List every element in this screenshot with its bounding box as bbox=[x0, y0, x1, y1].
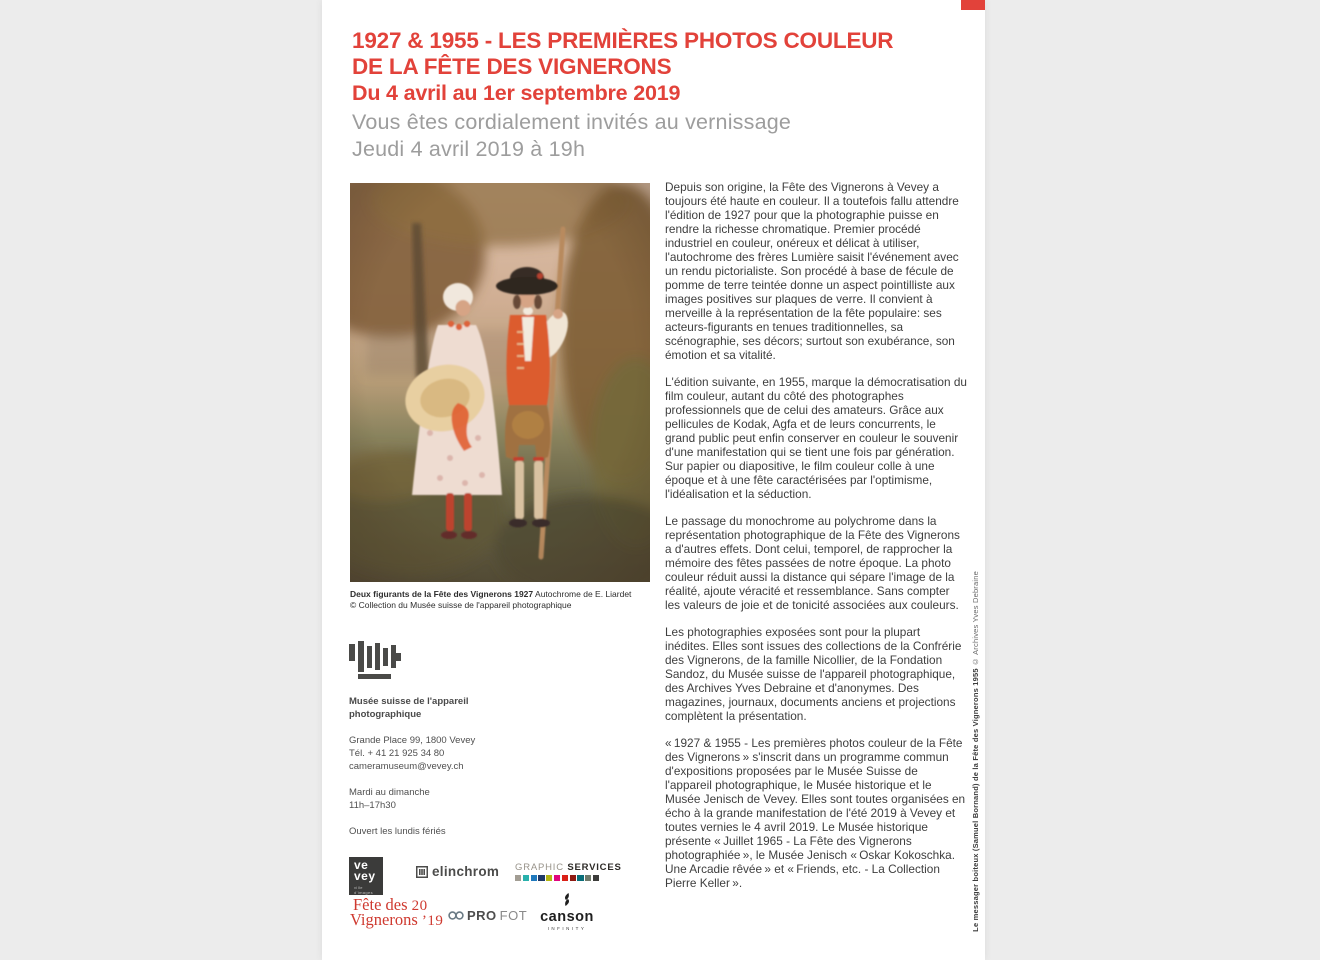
color-swatch bbox=[554, 875, 560, 881]
paragraph-5: « 1927 & 1955 - Les premières photos couleur de la Fête des Vignerons » s'inscrit dans un programme commun d'expositions proposées par le Musée Suisse de l'appareil photographique, le Musée historique et le Musée Jenisch de Vevey. Elles sont toutes organisées en écho à la grande manifestation de l'été 2019 à Vevey et toutes vernies le 4 avril 2019. Le Musée historique présente « Juillet 1965 - La Fête des Vignerons photographiée », le Musée Jenisch « Oskar Kokoschka. Une Arcadie rêvée » et « Friends, etc. - La Collection Pierre Keller ». bbox=[665, 736, 966, 890]
museum-opening-days: Mardi au dimanche bbox=[349, 787, 430, 798]
side-photo-credit bbox=[971, 571, 980, 932]
profot-logo bbox=[448, 908, 527, 923]
date-range: Du 4 avril au 1er septembre 2019 bbox=[352, 81, 681, 105]
graphic-services-logo bbox=[515, 862, 622, 881]
title-line-1: 1927 & 1955 - LES PREMIÈRES PHOTOS COULEUR bbox=[352, 28, 894, 53]
invitation-line-1: Vous êtes cordialement invités au vernissage bbox=[352, 110, 792, 134]
museum-holiday-note-group bbox=[349, 825, 519, 838]
fete-des-vignerons-logo bbox=[350, 895, 444, 929]
autochrome-photo-illustration bbox=[350, 183, 650, 582]
vevey-logo bbox=[349, 857, 383, 895]
paragraph-2: L'édition suivante, en 1955, marque la démocratisation du film couleur, autant du côté des photographes professionnels que de celui des amateurs. Grâce aux pellicules de Kodak, Agfa et de leurs concurrents, le grand public peut enfin conserver en couleur le souvenir d'une manifestation qui se tient une fois par génération. Sur papier ou diapositive, le film couleur colle à une époque et à une fête caractérisées par l'optimisme, l'idéalisation et la séduction. bbox=[665, 375, 967, 501]
paragraph-3: Le passage du monochrome au polychrome dans la représentation photographique de la Fête des Vignerons a d'autres effets. Dont celui, temporel, de rapprocher la mémoire des fêtes passées de notre époque. La photo couleur réduit aussi la distance qui sépare l'image de la réalité, ajoute véracité et ressemblance. Sans compter les valeurs de joie et de tonicité associées aux couleurs. bbox=[665, 514, 960, 612]
vevey-logo-tagline: ville d'images bbox=[354, 885, 374, 895]
vevey-logo-text-bottom: vey bbox=[354, 869, 376, 883]
elinchrom-logo bbox=[416, 864, 499, 879]
side-photo-credit-main: Le messager boiteux (Samuel Bornand) de la Fête des Vignerons 1955 bbox=[971, 666, 980, 932]
canson-logo bbox=[536, 893, 598, 931]
color-swatch bbox=[577, 875, 583, 881]
photo-caption bbox=[350, 589, 655, 611]
fdv-line1: Fête des bbox=[353, 895, 412, 914]
paragraph-1: Depuis son origine, la Fête des Vignerons à Vevey a toujours été haute en couleur. Il a toutefois fallu attendre l'édition de 1927 pour que la photographie puisse en rendre la richesse chromatique. Premier procédé industriel en couleur, onéreux et délicat à utiliser, l'autochrome des frères Lumière saisit l'événement avec un rendu pictorialiste. Son procédé à base de fécule de pomme de terre teintée donne un aspect pointilliste aux images positives sur plaques de verre. Il convient à merveille à la représentation de la fête populaire: ses acteurs-figurants en tenues traditionnelles, sa scénographie, ses décors; surtout son exubérance, son émotion et sa vitalité. bbox=[665, 180, 959, 362]
exhibition-photo bbox=[350, 183, 650, 582]
profot-text-bold: PRO bbox=[467, 908, 497, 923]
museum-info bbox=[349, 641, 519, 838]
poster-page bbox=[322, 0, 985, 960]
side-photo-credit-copyright: © Archives Yves Debraine bbox=[971, 571, 980, 667]
poster-header bbox=[352, 28, 952, 163]
photo-caption-copyright: © Collection du Musée suisse de l'appareil photographique bbox=[350, 600, 572, 610]
museum-email: cameramuseum@vevey.ch bbox=[349, 761, 464, 772]
color-swatch bbox=[523, 875, 529, 881]
color-swatch bbox=[593, 875, 599, 881]
color-swatch bbox=[570, 875, 576, 881]
canson-logo-text: canson bbox=[540, 909, 594, 925]
photo-caption-credit: Autochrome de E. Liardet bbox=[533, 589, 632, 599]
title-line-2: DE LA FÊTE DES VIGNERONS bbox=[352, 54, 672, 79]
museum-holiday-note: Ouvert les lundis fériés bbox=[349, 826, 446, 837]
corner-red-tag bbox=[961, 0, 985, 10]
color-swatch bbox=[531, 875, 537, 881]
profot-rings-icon bbox=[448, 911, 464, 920]
color-swatch bbox=[515, 875, 521, 881]
museum-contact bbox=[349, 734, 519, 773]
elinchrom-logo-text: elinchrom bbox=[432, 864, 500, 879]
color-swatch bbox=[562, 875, 568, 881]
profot-text-light: FOT bbox=[499, 908, 528, 923]
museum-opening-hours: 11h–17h30 bbox=[349, 800, 396, 811]
museum-hours bbox=[349, 786, 519, 812]
invitation-line-2: Jeudi 4 avril 2019 à 19h bbox=[352, 137, 586, 161]
fdv-year-bottom: ’19 bbox=[421, 913, 444, 929]
canson-leaf-icon bbox=[562, 893, 572, 906]
body-text-column bbox=[665, 180, 967, 903]
color-swatch bbox=[546, 875, 552, 881]
canson-logo-subtext: INFINITY bbox=[547, 926, 587, 931]
museum-address: Grande Place 99, 1800 Vevey bbox=[349, 735, 476, 746]
graphic-services-word-light: GRAPHIC bbox=[515, 862, 568, 873]
elinchrom-icon bbox=[416, 866, 428, 878]
vevey-logo-text-top: ve bbox=[354, 858, 369, 872]
paragraph-4: Les photographies exposées sont pour la plupart inédites. Elles sont issues des collections de la Confrérie des Vignerons, de la famille Nicollier, de la Fondation Sandoz, du Musée suisse de l'appareil photographique, des Archives Yves Debraine et d'anonymes. Des magazines, journaux, documents anciens et projections complètent la présentation. bbox=[665, 625, 962, 723]
graphic-services-word-bold: SERVICES bbox=[567, 862, 622, 873]
fdv-line2: Vignerons bbox=[350, 910, 422, 929]
camera-bellows-icon bbox=[349, 641, 401, 681]
color-swatch bbox=[538, 875, 544, 881]
color-swatch bbox=[585, 875, 591, 881]
museum-phone: Tél. + 41 21 925 34 80 bbox=[349, 748, 445, 759]
photo-caption-title: Deux figurants de la Fête des Vignerons 1927 bbox=[350, 589, 534, 599]
museum-name: Musée suisse de l'appareil photographique bbox=[349, 696, 469, 720]
fdv-year-top: 20 bbox=[411, 898, 428, 914]
graphic-services-swatches bbox=[515, 875, 601, 881]
